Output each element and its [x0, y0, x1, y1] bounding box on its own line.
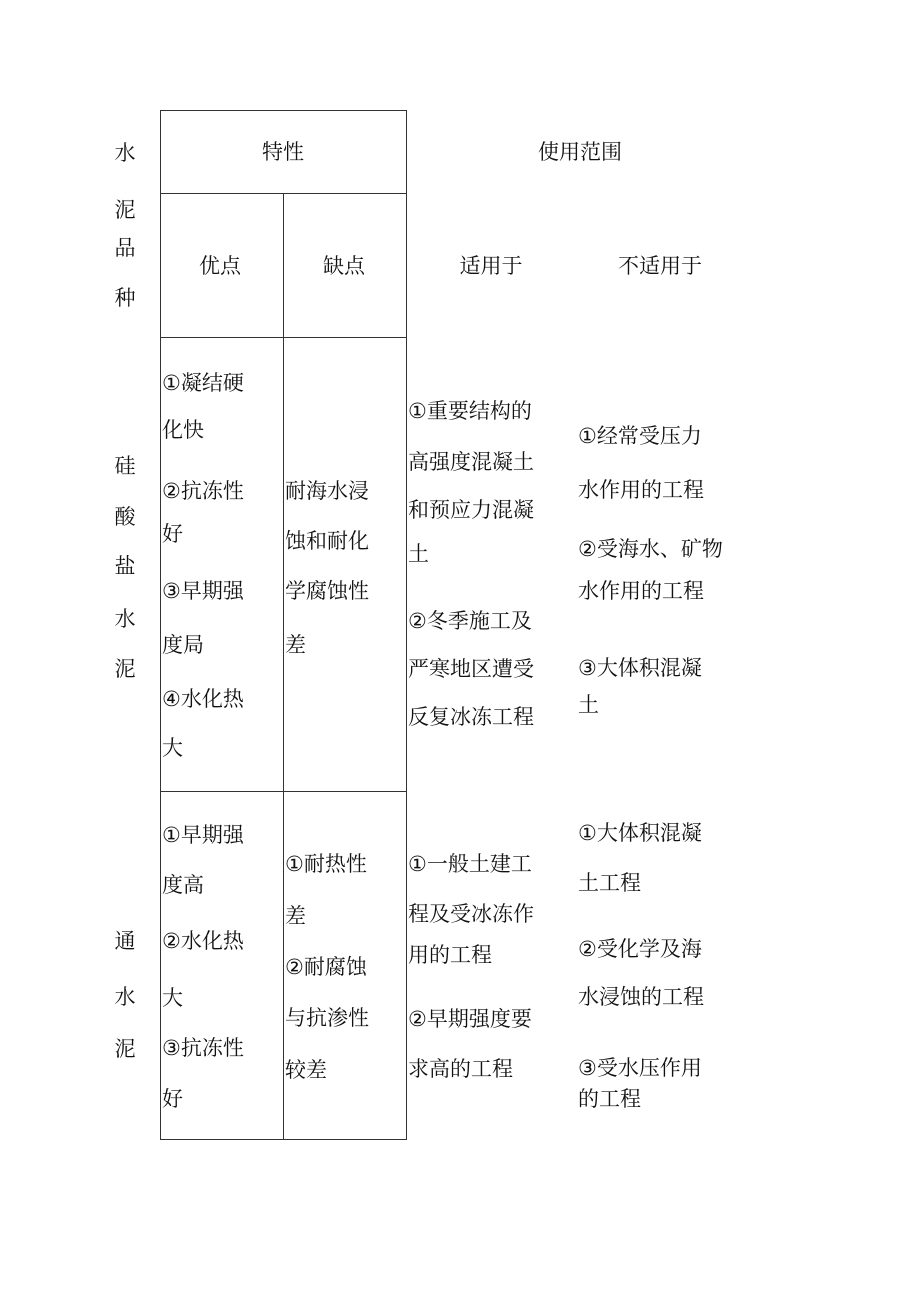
advantage-line: 好: [162, 522, 183, 546]
advantage-line: ①早期强: [162, 823, 244, 847]
disadvantage-line: 差: [285, 633, 306, 657]
header-usage-scope: 使用范围: [538, 140, 622, 164]
suitable-line: 高强度混凝土: [408, 450, 534, 474]
suitable-line: 用的工程: [408, 943, 492, 967]
not-suitable-line: ①大体积混凝: [578, 821, 702, 845]
suitable-line: 求高的工程: [408, 1057, 513, 1081]
not-suitable-line: ②受海水、矿物: [578, 537, 723, 561]
row-header-char: 品: [114, 236, 136, 260]
cement-type-char: 硅: [114, 454, 136, 478]
suitable-line: 程及受冰冻作: [408, 902, 534, 926]
cement-type-char: 酸: [114, 505, 136, 529]
row-header-char: 水: [114, 141, 136, 165]
suitable-line: ①一般土建工: [408, 852, 532, 876]
not-suitable-line: ②受化学及海: [578, 937, 702, 961]
suitable-line: ②冬季施工及: [408, 609, 532, 633]
row-header-char: 泥: [114, 198, 136, 222]
header-characteristics: 特性: [262, 140, 304, 164]
table-right-border: [406, 110, 407, 1140]
advantage-line: ②抗冻性: [162, 479, 244, 503]
row-header-char: 种: [114, 286, 136, 310]
cement-type-char: 盐: [114, 554, 136, 578]
not-suitable-line: 的工程: [578, 1087, 641, 1111]
disadvantage-line: 学腐蚀性: [285, 579, 369, 603]
advantage-line: 化快: [162, 418, 204, 442]
table-left-border: [160, 110, 161, 1140]
disadvantage-line: 与抗渗性: [285, 1006, 369, 1030]
advantage-line: ③抗冻性: [162, 1036, 244, 1060]
suitable-line: ①重要结构的: [408, 399, 532, 423]
not-suitable-line: ③受水压作用: [578, 1056, 702, 1080]
advantage-line: ③早期强: [162, 579, 244, 603]
advantage-line: 好: [162, 1087, 183, 1111]
not-suitable-line: 土工程: [578, 871, 641, 895]
advantage-line: ④水化热: [162, 687, 244, 711]
suitable-line: 和预应力混凝: [408, 498, 534, 522]
suitable-line: 土: [408, 542, 429, 566]
table-top-border: [160, 110, 407, 111]
header-advantages: 优点: [199, 254, 241, 278]
disadvantage-line: ①耐热性: [285, 852, 367, 876]
header-suitable-for: 适用于: [459, 254, 523, 278]
not-suitable-line: 水浸蚀的工程: [578, 985, 704, 1009]
disadvantage-line: 耐海水浸: [285, 479, 369, 503]
cement-type-char: 水: [114, 607, 136, 631]
advantage-line: ②水化热: [162, 929, 244, 953]
advantage-line: 大: [162, 986, 183, 1010]
disadvantage-line: 较差: [285, 1058, 327, 1082]
advantage-line: 度局: [162, 633, 204, 657]
disadvantage-line: ②耐腐蚀: [285, 955, 367, 979]
suitable-line: 反复冰冻工程: [408, 705, 534, 729]
header-disadvantages: 缺点: [323, 254, 365, 278]
cement-type-char: 通: [114, 929, 136, 953]
not-suitable-line: 水作用的工程: [578, 478, 704, 502]
not-suitable-line: 土: [578, 693, 599, 717]
cement-type-char: 水: [114, 985, 136, 1009]
advantage-line: 度高: [162, 873, 204, 897]
not-suitable-line: ③大体积混凝: [578, 656, 702, 680]
cement-type-char: 泥: [114, 657, 136, 681]
suitable-line: ②早期强度要: [408, 1007, 532, 1031]
suitable-line: 严寒地区遭受: [408, 657, 534, 681]
header-not-suitable-for: 不适用于: [618, 254, 702, 278]
disadvantage-line: 蚀和耐化: [285, 529, 369, 553]
not-suitable-line: ①经常受压力: [578, 424, 702, 448]
cement-type-char: 泥: [114, 1037, 136, 1061]
advantage-line: 大: [162, 736, 183, 760]
column-divider: [283, 193, 284, 1140]
not-suitable-line: 水作用的工程: [578, 579, 704, 603]
advantage-line: ①凝结硬: [162, 371, 244, 395]
disadvantage-line: 差: [285, 904, 306, 928]
